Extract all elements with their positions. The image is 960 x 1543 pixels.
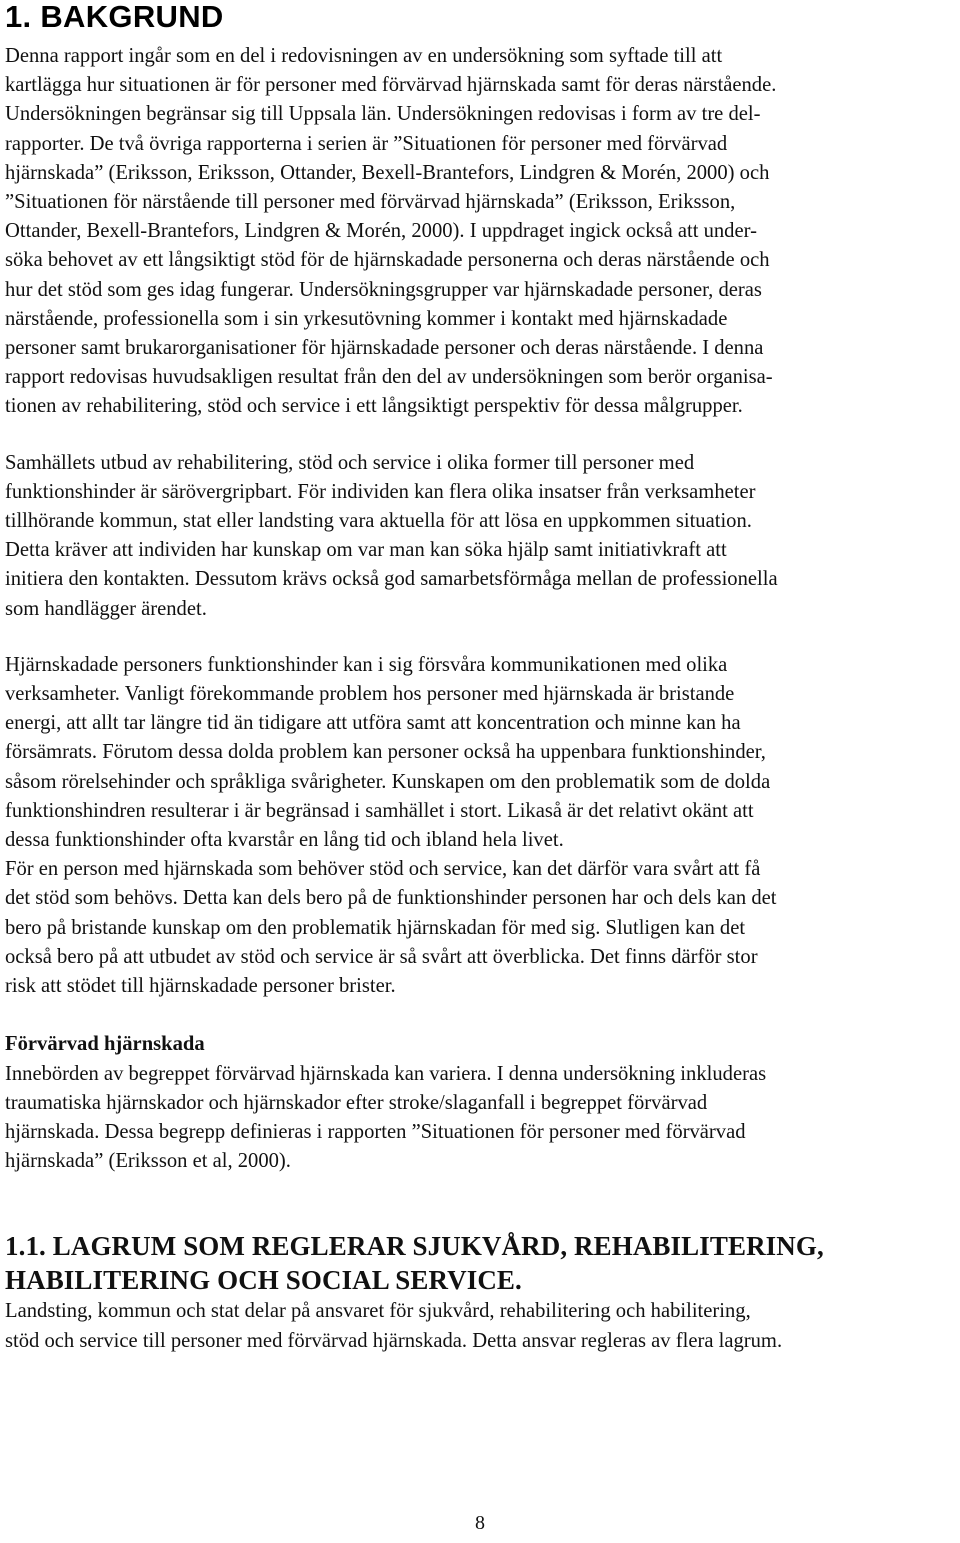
text-line: också bero på att utbudet av stöd och service är så svårt att överblicka. Det finns därför stor [5, 945, 758, 968]
text-line: Samhällets utbud av rehabilitering, stöd och service i olika former till personer med [5, 451, 695, 474]
text-line: hjärnskada” (Eriksson et al, 2000). [5, 1150, 291, 1173]
text-line: Landsting, kommun och stat delar på ansvaret för sjukvård, rehabilitering och habilitering, [5, 1300, 751, 1323]
text-line: tionen av rehabilitering, stöd och service i ett långsiktigt perspektiv för dessa målgrupper. [5, 395, 743, 418]
text-line: risk att stödet till hjärnskadade personer brister. [5, 975, 396, 998]
text-line: som handlägger ärendet. [5, 597, 207, 620]
subheading: Förvärvad hjärnskada [5, 1033, 205, 1056]
text-line: funktionshindren resulterar i är begränsad i samhället i stort. Likaså är det relativt okänt att [5, 799, 754, 822]
text-line: Detta kräver att individen har kunskap om var man kan söka hjälp samt initiativkraft att [5, 539, 727, 562]
section-heading [5, 1229, 957, 1297]
text-line: tillhörande kommun, stat eller landsting vara aktuella för att lösa en uppkommen situation. [5, 510, 752, 533]
paragraph-legal-responsibility [5, 1297, 957, 1355]
text-line: söka behovet av ett långsiktigt stöd för de hjärnskadade personerna och deras närstående och [5, 249, 770, 272]
text-line: initiera den kontakten. Dessutom krävs också god samarbetsförmåga mellan de professionella [5, 568, 778, 591]
text-line: stöd och service till personer med förvärvad hjärnskada. Detta ansvar regleras av flera lagrum. [5, 1329, 783, 1352]
text-line: såsom rörelsehinder och språkliga svårigheter. Kunskapen om den problematik som de dolda [5, 770, 771, 793]
text-line: rapport redovisas huvudsakligen resultat från den del av undersökningen som berör organisa- [5, 366, 773, 389]
text-line: det stöd som behövs. Detta kan dels bero på de funktionshinder personen har och dels kan det [5, 887, 777, 910]
text-line: kartlägga hur situationen är för personer med förvärvad hjärnskada samt för deras närstående. [5, 74, 777, 97]
paragraph-services [5, 449, 957, 624]
text-line: försämrats. Förutom dessa dolda problem kan personer också ha uppenbara funktionshinder, [5, 741, 766, 764]
paragraph-definition [5, 1060, 957, 1177]
text-line: traumatiska hjärnskador och hjärnskador efter stroke/slaganfall i begreppet förvärvad [5, 1091, 708, 1114]
text-line: personer samt brukarorganisationer för hjärnskadade personer och deras närstående. I denna [5, 337, 764, 360]
document-page [5, 0, 957, 1356]
section-title: 1. BAKGRUND [5, 0, 224, 34]
text-line: rapporter. De två övriga rapporterna i serien är ”Situationen för personer med förvärvad [5, 132, 728, 155]
page-number: 8 [475, 1512, 485, 1534]
text-line: ”Situationen för närstående till personer med förvärvad hjärnskada” (Eriksson, Eriksson, [5, 191, 736, 214]
text-line: dessa funktionshinder ofta kvarstår en lång tid och ibland hela livet. [5, 829, 564, 852]
paragraph-functional-impairments [5, 651, 957, 1001]
text-line: funktionshinder är särövergripbart. För individen kan flera olika insatser från verksamheter [5, 480, 756, 503]
text-line: Innebörden av begreppet förvärvad hjärnskada kan variera. I denna undersökning inkluderas [5, 1062, 767, 1085]
text-line: bero på bristande kunskap om den problematik hjärnskadan för med sig. Slutligen kan det [5, 916, 746, 939]
text-line: Denna rapport ingår som en del i redovisningen av en undersökning som syftade till att [5, 45, 723, 67]
text-line: Undersökningen begränsar sig till Uppsala län. Undersökningen redovisas i form av tre del- [5, 103, 761, 126]
text-line: energi, att allt tar längre tid än tidigare att utföra samt att koncentration och minne kan ha [5, 712, 741, 735]
section-heading-line: HABILITERING OCH SOCIAL SERVICE. [5, 1265, 522, 1296]
text-line: hur det stöd som ges idag fungerar. Undersökningsgrupper var hjärnskadade personer, deras [5, 278, 762, 301]
paragraph-intro [5, 42, 957, 422]
text-line: hjärnskada” (Eriksson, Eriksson, Ottander, Bexell-Brantefors, Lindgren & Morén, 2000) och [5, 161, 770, 184]
text-line: närstående, professionella som i sin yrkesutövning kommer i kontakt med hjärnskadade [5, 307, 728, 330]
text-line: För en person med hjärnskada som behöver stöd och service, kan det därför vara svårt att få [5, 858, 761, 881]
text-line: hjärnskada. Dessa begrepp definieras i rapporten ”Situationen för personer med förvärvad [5, 1120, 746, 1143]
section-heading-line: 1.1. LAGRUM SOM REGLERAR SJUKVÅRD, REHABILITERING, [5, 1231, 824, 1262]
text-line: verksamheter. Vanligt förekommande problem hos personer med hjärnskada är bristande [5, 683, 735, 706]
text-line: Hjärnskadade personers funktionshinder kan i sig försvåra kommunikationen med olika [5, 653, 728, 676]
text-line: Ottander, Bexell-Brantefors, Lindgren & Morén, 2000). I uppdraget ingick också att under- [5, 220, 757, 243]
